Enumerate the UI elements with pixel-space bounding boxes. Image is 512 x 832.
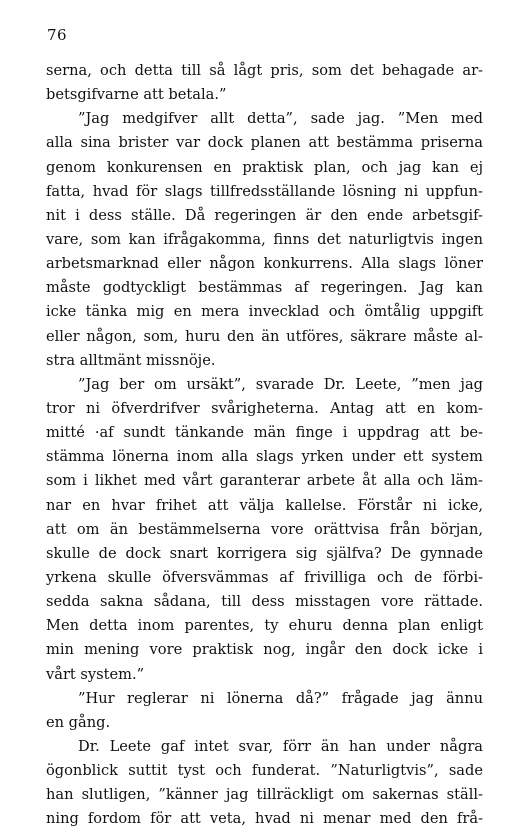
text-line: ”Jag medgifver allt detta”, sade jag. ”Men med (78, 110, 483, 128)
text-line: en gång. (46, 713, 111, 731)
text-line: vare, som kan ifrågakomma, finns det naturligtvis ingen (46, 230, 483, 248)
text-line: ”Hur reglerar ni lönerna då?” frågade jag ännu (78, 689, 483, 707)
text-line: ögonblick suttit tyst och funderat. ”Naturligtvis”, sade (46, 762, 483, 780)
text-line: vårt system.” (46, 665, 145, 683)
text-line: yrkena skulle öfversvämmas af frivilliga och de förbi- (46, 568, 483, 586)
text-line: Dr. Leete gaf intet svar, förr än han under några (78, 737, 483, 755)
text-line: serna, och detta till så lågt pris, som det behagade ar- (46, 62, 483, 79)
text-line: genom konkurensen en praktisk plan, och jag kan ej (46, 158, 483, 176)
page-number: 76 (47, 26, 68, 44)
text-line: tror ni öfverdrifver svårigheterna. Antag att en kom- (46, 399, 483, 417)
text-line: Men detta inom parentes, ty ehuru denna plan enligt (46, 617, 483, 635)
text-line: arbetsmarknad eller någon konkurrens. Alla slags löner (46, 255, 483, 273)
text-line: skulle de dock snart korrigera sig själfva? De gynnade (46, 544, 483, 562)
text-line: nit i dess ställe. Då regeringen är den ende arbetsgif- (46, 206, 483, 224)
text-line: att om än bestämmelserna vore orättvisa från början, (46, 520, 483, 538)
text-line: eller någon, som, huru den än utföres, säkrare måste al- (46, 327, 483, 345)
text-line: stämma lönerna inom alla slags yrken under ett system (46, 448, 483, 466)
text-line: ”Jag ber om ursäkt”, svarade Dr. Leete, ”men jag (78, 375, 483, 393)
text-line: min mening vore praktisk nog, ingår den dock icke i (46, 641, 483, 659)
text-line: måste godtyckligt bestämmas af regeringen. Jag kan (46, 279, 483, 297)
text-line: sedda sakna sådana, till dess misstagen vore rättade. (46, 593, 483, 611)
text-line: fatta, hvad för slags tillfredsställande lösning ni uppfun- (46, 182, 483, 200)
text-line: han slutligen, ”känner jag tillräckligt om sakernas ställ- (46, 786, 483, 804)
body-text (46, 59, 483, 832)
text-line: betsgifvarne att betala.” (46, 86, 227, 104)
text-line: som i likhet med vårt garanterar arbete åt alla och läm- (46, 472, 483, 490)
text-line: ning fordom för att veta, hvad ni menar med den frå- (46, 810, 483, 828)
text-line: mitté ·af sundt tänkande män finge i uppdrag att be- (46, 424, 483, 442)
text-line: alla sina brister var dock planen att bestämma priserna (46, 134, 483, 152)
text-line: nar en hvar frihet att välja kallelse. Förstår ni icke, (46, 496, 483, 514)
text-line: icke tänka mig en mera invecklad och ömtålig uppgift (46, 303, 483, 321)
text-line: stra alltmänt missnöje. (46, 351, 216, 369)
